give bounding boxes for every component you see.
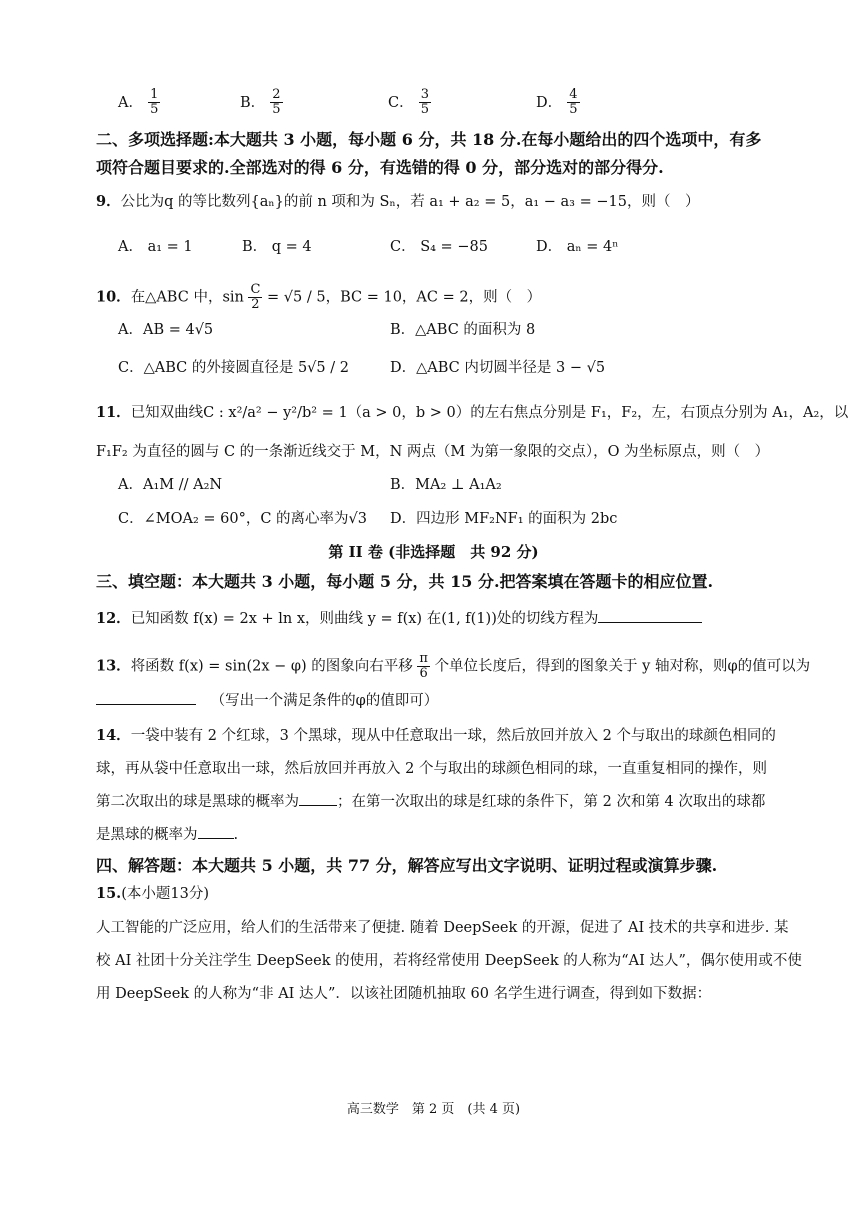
fraction: $\frac{4}{5}$ [569,87,578,117]
answer-blank[interactable] [198,824,234,839]
q10-option-b: B．△ABC 的面积为 8 [390,322,536,338]
q9-option-c: C． S₄ = −85 [390,239,488,255]
q11-option-a: A．A₁M // A₂N [118,477,223,493]
q8-option-d: D． $\frac{4}{5}$ [536,87,578,117]
q9-option-a: A． a₁ = 1 [118,239,193,255]
q10-option-a: A．AB = 4√5 [118,322,214,338]
q14-line1: 14．一袋中装有 2 个红球，3 个黑球，现从中任意取出一球，然后放回并放入 2 个与取出的球颜色相同的 [96,727,776,744]
q10-stem: 10．在△ABC 中，sin $\frac{C}{2}$ = √5 / 5，BC = 10，AC = 2，则（ ） [96,282,542,312]
q14-line3: 第二次取出的球是黑球的概率为 ；在第一次取出的球是红球的条件下，第 2 次和第 4 次取出的球都 [96,791,765,812]
q11-option-d: D．四边形 MF₂NF₁ 的面积为 2bc [390,511,618,527]
q15-header: 15.(本小题13分) [96,885,209,902]
answer-blank[interactable] [299,791,337,806]
q13-stem: 13．将函数 f(x) = sin(2x − φ) 的图象向右平移 $\frac{\pi}{6}$ 个单位长度后，得到的图象关于 y 轴对称，则φ的值可以为 [96,651,811,681]
q14-line4: 是黑球的概率为 . [96,824,238,845]
q11-stem-line1: 11．已知双曲线C : x²/a² − y²/b² = 1（a > 0，b > 0）的左右焦点分别是 F₁，F₂，左，右顶点分别为 A₁，A₂，以 [96,404,849,421]
q11-option-c: C．∠MOA₂ = 60°，C 的离心率为√3 [118,511,367,527]
fraction: $\frac{\pi}{6}$ [419,651,428,681]
q9-option-d: D． aₙ = 4ⁿ [536,239,619,255]
fraction: $\frac{2}{5}$ [272,87,281,117]
q10-option-c: C．△ABC 的外接圆直径是 5√5 / 2 [118,360,349,376]
q13-answer-line: （写出一个满足条件的φ的值即可） [96,690,438,711]
section2-heading-line1: 二、多项选择题:本大题共 3 小题，每小题 6 分，共 18 分.在每小题给出的四个选项中，有多 [96,130,762,149]
page-footer: 高三数学 第 2 页 (共 4 页) [346,1102,521,1117]
fraction: $\frac{C}{2}$ [250,282,261,312]
fraction: $\frac{1}{5}$ [150,87,159,117]
q9-option-b: B． q = 4 [242,239,312,255]
section3-heading: 三、填空题：本大题共 3 小题，每小题 5 分，共 15 分.把答案填在答题卡的相应位置. [96,572,714,591]
q15-line1: 人工智能的广泛应用，给人们的生活带来了便捷. 随着 DeepSeek 的开源，促进了 AI 技术的共享和进步. 某 [96,920,789,936]
section4-heading: 四、解答题：本大题共 5 小题，共 77 分，解答应写出文字说明、证明过程或演算步骤. [96,856,718,875]
part2-title: 第 II 卷 (非选择题 共 92 分) [328,543,539,561]
q11-stem-line2: F₁F₂ 为直径的圆与 C 的一条渐近线交于 M，N 两点（M 为第一象限的交点），O 为坐标原点，则（ ） [96,444,770,460]
q10-option-d: D．△ABC 内切圆半径是 3 − √5 [390,360,606,376]
q8-option-c: C． $\frac{3}{5}$ [388,87,429,117]
q15-line2: 校 AI 社团十分关注学生 DeepSeek 的使用，若将经常使用 DeepSeek 的人称为“AI 达人”，偶尔使用或不使 [96,953,802,969]
answer-blank[interactable] [598,608,702,623]
q15-line3: 用 DeepSeek 的人称为“非 AI 达人”．以该社团随机抽取 60 名学生进行调查，得到如下数据： [96,986,712,1002]
q8-option-b: B． $\frac{2}{5}$ [240,87,281,117]
q9-stem: 9．公比为q 的等比数列{aₙ}的前 n 项和为 Sₙ，若 a₁ + a₂ = 5，a₁ − a₃ = −15，则（ ） [96,193,700,210]
q12-stem: 12．已知函数 f(x) = 2x + ln x，则曲线 y = f(x) 在(1, f(1))处的切线方程为 [96,608,702,629]
answer-blank[interactable] [96,690,196,705]
fraction: $\frac{3}{5}$ [420,87,429,117]
q14-line2: 球，再从袋中任意取出一球，然后放回并再放入 2 个与取出的球颜色相同的球，一直重复相同的操作，则 [96,761,767,777]
q11-option-b: B．MA₂ ⊥ A₁A₂ [390,477,502,493]
section2-heading-line2: 项符合题目要求的.全部选对的得 6 分，有选错的得 0 分，部分选对的部分得分. [96,158,664,177]
q8-option-a: A． $\frac{1}{5}$ [118,87,159,117]
